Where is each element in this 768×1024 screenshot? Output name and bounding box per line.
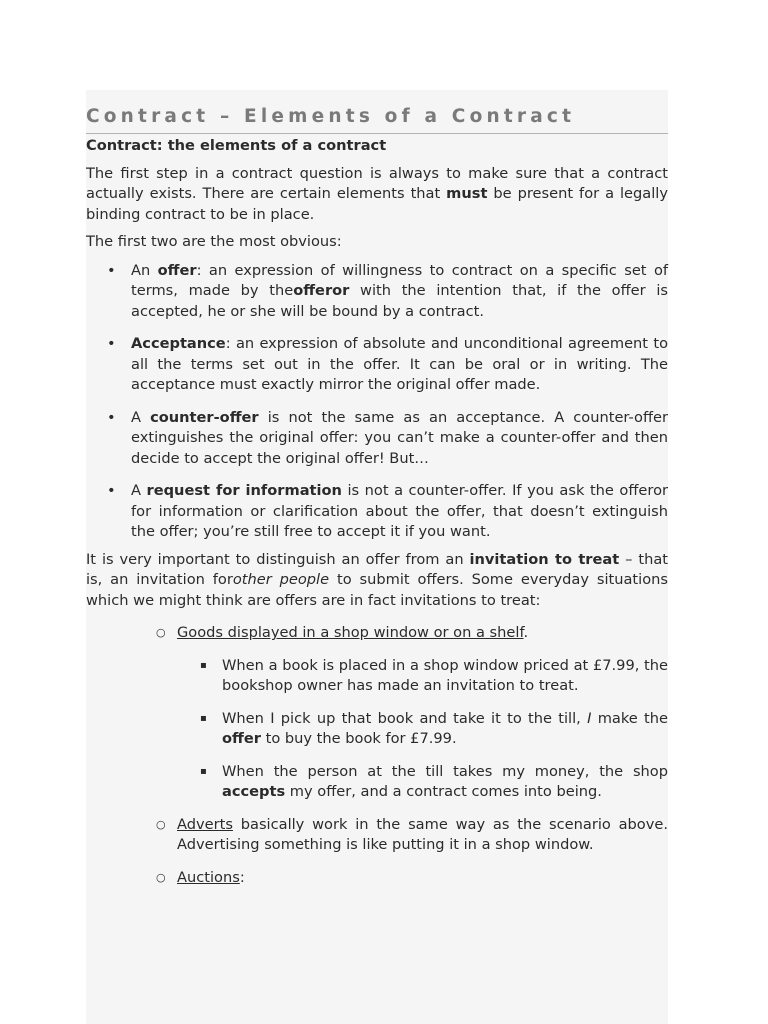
list-item-goods-displayed: ○ Goods displayed in a shop window or on a shelf. ▪ When a book is placed in a shop window priced at £7.99, the bookshop owner has made an invitation to treat. ▪ When I pick up that book and take it to the till, I make the offer to buy the book for £7.99. ▪ When the person at the till takes my money, the shop accepts my offer, and a contract comes into being.	[177, 623, 668, 803]
title-divider	[86, 133, 668, 134]
list-item-shop-accepts: ▪ When the person at the till takes my money, the shop accepts my offer, and a contract comes into being.	[200, 762, 668, 800]
bullet-icon: •	[107, 482, 116, 499]
circle-bullet-icon: ○	[156, 626, 166, 639]
circle-bullet-icon: ○	[156, 870, 166, 884]
list-item-adverts: ○ Adverts basically work in the same way as the scenario above. Advertising something is like putting it in a shop window.	[156, 815, 668, 853]
bullet-icon: •	[107, 335, 116, 352]
list-item-take-to-till: ▪ When I pick up that book and take it to the till, I make the offer to buy the book for £7.99.	[200, 709, 668, 747]
list-item-acceptance: • Acceptance: an expression of absolute and unconditional agreement to all the terms set out in the offer. It can be oral or in writing. The acceptance must exactly mirror the original offer made.	[107, 335, 668, 393]
list-item-book-in-window: ▪ When a book is placed in a shop window priced at £7.99, the bookshop owner has made an invitation to treat.	[200, 656, 668, 694]
section-subtitle: Contract: the elements of a contract	[86, 137, 387, 154]
document-title: Contract – Elements of a Contract	[86, 106, 576, 127]
examples-list	[86, 623, 668, 888]
elements-list	[86, 261, 668, 543]
list-item-counter-offer: • A counter-offer is not the same as an acceptance. A counter-offer extinguishes the original offer: you can’t make a counter-offer and then decide to accept the original offer! But…	[107, 408, 668, 467]
square-bullet-icon: ▪	[200, 765, 207, 777]
bullet-icon: •	[107, 261, 116, 279]
list-item-auctions: ○ Auctions:	[177, 868, 668, 889]
document-page	[86, 90, 668, 1024]
document-content	[86, 90, 668, 900]
list-item-request-for-information: • A request for information is not a counter-offer. If you ask the offeror for information or clarification about the offer, that doesn’t extinguish the offer; you’re still free to accept it if you want.	[107, 482, 668, 540]
bullet-icon: •	[107, 408, 116, 426]
goods-sublist	[177, 656, 668, 803]
circle-bullet-icon: ○	[156, 817, 166, 831]
invitation-paragraph: It is very important to distinguish an offer from an invitation to treat – that is, an invitation forother people to submit offers. Some everyday situations which we might think are offers are in fact invitations to treat:	[86, 550, 668, 609]
list-item-offer: • An offer: an expression of willingness to contract on a specific set of terms, made by theofferor with the intention that, if the offer is accepted, he or she will be bound by a contract.	[107, 261, 669, 320]
intro-paragraph: The first step in a contract question is always to make sure that a contract actually exists. There are certain elements that must be present for a legally binding contract to be in place.	[86, 164, 668, 223]
square-bullet-icon: ▪	[200, 712, 207, 724]
square-bullet-icon: ▪	[200, 659, 207, 671]
first-two-paragraph: The first two are the most obvious:	[86, 233, 342, 250]
